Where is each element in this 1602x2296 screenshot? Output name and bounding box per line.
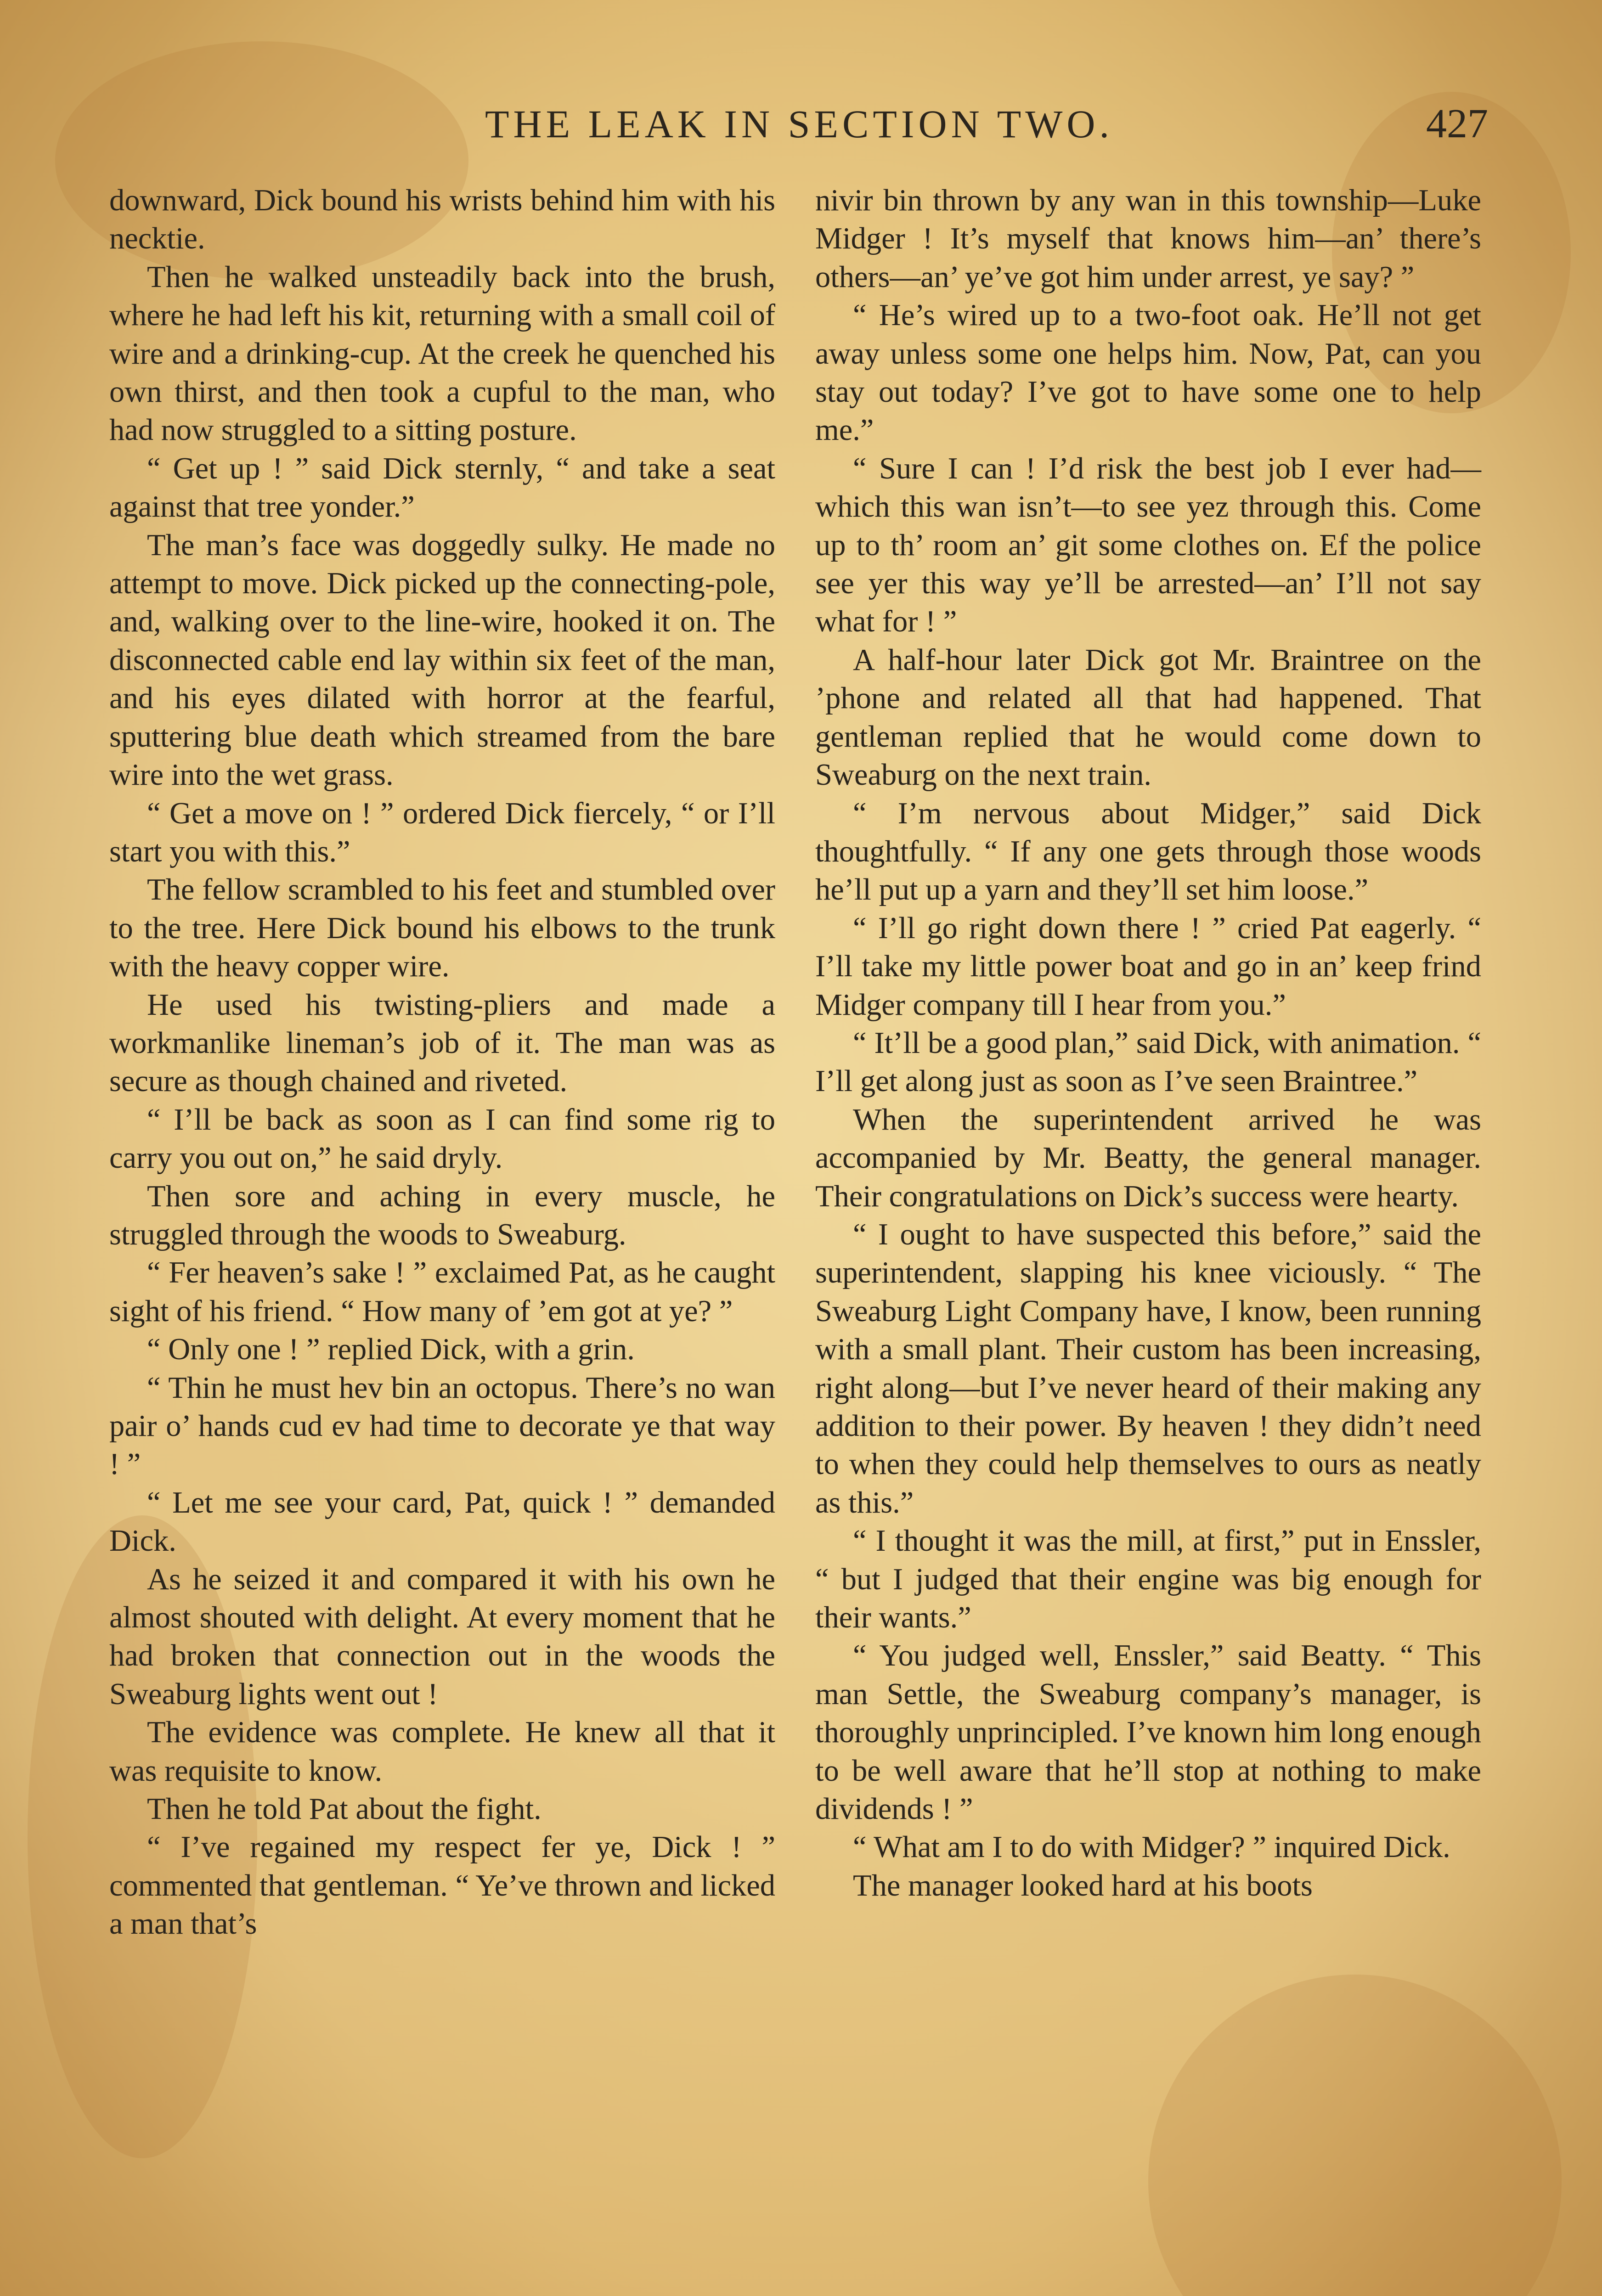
paragraph: “ Let me see your card, Pat, quick ! ” demanded Dick. [109,1486,775,1558]
paragraph: “ Only one ! ” replied Dick, with a grin. [147,1333,635,1367]
paragraph: The fellow scrambled to his feet and stumbled over to the tree. Here Dick bound his elbows to the trunk with the heavy copper wire. [109,873,775,984]
paragraph: “ Thin he must hev bin an octopus. There’s no wan pair o’ hands cud ev had time to decorate ye that way ! ” [109,1371,775,1481]
paragraph: “ What am I to do with Midger? ” inquired Dick. [853,1830,1450,1864]
paragraph: “ Get up ! ” said Dick sternly, “ and take a seat against that tree yonder.” [109,451,775,524]
paragraph: As he seized it and compared it with his own he almost shouted with delight. At every moment that he had broken that connection out in the woods the Sweaburg lights went out ! [109,1562,775,1711]
paragraph: He used his twisting-pliers and made a workmanlike lineman’s job of it. The man was as secure as though chained and riveted. [109,988,775,1098]
running-title: THE LEAK IN SECTION TWO. [485,102,1114,146]
paragraph: When the superintendent arrived he was accompanied by Mr. Beatty, the general manager. Their congratulations on Dick’s success were hearty. [815,1103,1481,1213]
paragraph: “ I thought it was the mill, at first,” put in Enssler, “ but I judged that their engine was big enough for their wants.” [815,1524,1481,1635]
paragraph: “ He’s wired up to a two-foot oak. He’ll not get away unless some one helps him. Now, Pat, can you stay out today? I’ve got to have some one to help me.” [815,298,1481,447]
paragraph: The man’s face was doggedly sulky. He made no attempt to move. Dick picked up the connecting-pole, and, walking over to the line-wire, hooked it on. The disconnected cable end lay within six feet of the man, and his eyes dilated with horror at the fearful, sputtering blue death which streamed from the bare wire into the wet grass. [109,528,775,792]
paragraph: “ You judged well, Enssler,” said Beatty. “ This man Settle, the Sweaburg company’s manager, is thoroughly unprincipled. I’ve known him long enough to be well aware that he’ll stop at nothing to make dividends ! ” [815,1639,1481,1826]
paragraph: Then sore and aching in every muscle, he struggled through the woods to Sweaburg. [109,1179,775,1251]
paragraph: Then he told Pat about the fight. [147,1792,542,1826]
paragraph: The manager looked hard at his boots [853,1868,1313,1902]
paragraph: “ I ought to have suspected this before,” said the superintendent, slapping his knee viciously. “ The Sweaburg Light Company have, I know, been running with a small plant. Their custom has been increasing, right along—but I’ve never heard of their making any addition to their power. By heaven ! they didn’t need to when they could help themselves to ours as neatly as this.” [815,1217,1481,1519]
paragraph: A half-hour later Dick got Mr. Braintree on the ’phone and related all that had happened. That gentleman replied that he would come down to Sweaburg on the next train. [815,643,1481,792]
paragraph: The evidence was complete. He knew all that it was requisite to know. [109,1716,775,1788]
left-column [109,181,775,1943]
paragraph: downward, Dick bound his wrists behind him with his necktie. [109,184,775,256]
paragraph: “ Get a move on ! ” ordered Dick fiercely, “ or I’ll start you with this.” [109,796,775,868]
paragraph: “ I’ll be back as soon as I can find some rig to carry you out on,” he said dryly. [109,1103,775,1175]
paragraph: “ I’ve regained my respect fer ye, Dick ! ” commented that gentleman. “ Ye’ve thrown and licked a man that’s [109,1830,775,1941]
paragraph: “ I’ll go right down there ! ” cried Pat eagerly. “ I’ll take my little power boat and go in an’ keep frind Midger company till I hear from you.” [815,911,1481,1022]
paragraph: nivir bin thrown by any wan in this township—Luke Midger ! It’s myself that knows him—an’ there’s others—an’ ye’ve got him under arrest, ye say? ” [815,184,1481,294]
paper-stain [1148,1975,1562,2296]
paragraph: “ Fer heaven’s sake ! ” exclaimed Pat, as he caught sight of his friend. “ How many of ’em got at ye? ” [109,1256,775,1328]
page-number: 427 [1426,101,1488,146]
paragraph: “ I’m nervous about Midger,” said Dick thoughtfully. “ If any one gets through those woods he’ll put up a yarn and they’ll set him loose.” [815,796,1481,907]
paragraph: Then he walked unsteadily back into the brush, where he had left his kit, returning with a small coil of wire and a drinking-cup. At the creek he quenched his own thirst, and then took a cupful to the man, who had now struggled to a sitting posture. [109,260,775,447]
paragraph: “ It’ll be a good plan,” said Dick, with animation. “ I’ll get along just as soon as I’ve seen Braintree.” [815,1026,1481,1098]
paragraph: “ Sure I can ! I’d risk the best job I ever had—which this wan isn’t—to see yez through this. Come up to th’ room an’ git some clothes on. Ef the police see yer this way ye’ll be arrested—an’ I’ll not say what for ! ” [815,451,1481,639]
page-header [110,92,1488,156]
right-column [815,181,1481,1905]
